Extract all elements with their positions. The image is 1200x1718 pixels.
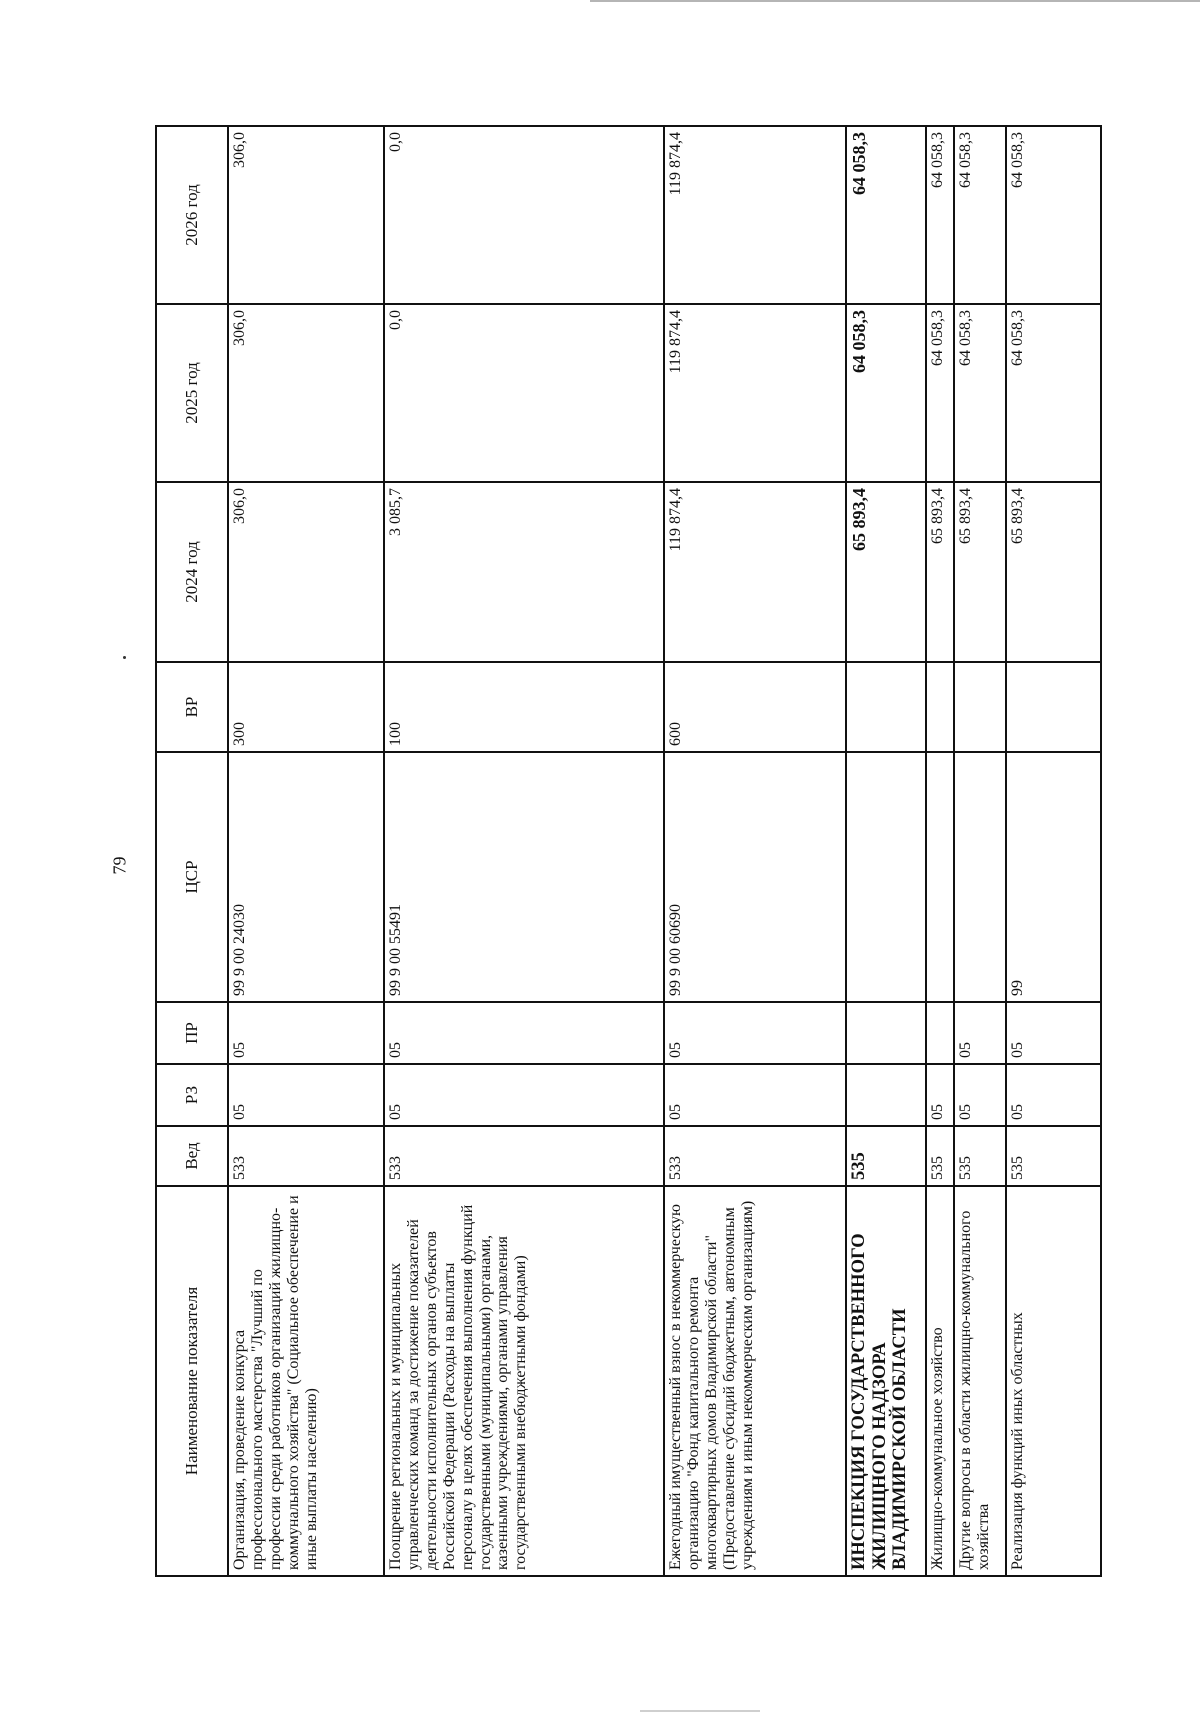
cell-rz: 05 xyxy=(384,1064,664,1126)
cell-2025: 64 058,3 xyxy=(926,304,954,482)
cell-csr xyxy=(846,752,926,1002)
cell-name: Жилищно-коммунальное хозяйство xyxy=(926,1186,954,1576)
cell-2024: 3 085,7 xyxy=(384,482,664,662)
cell-pr: 05 xyxy=(664,1002,846,1064)
header-vr: ВР xyxy=(156,662,228,752)
cell-name: Другие вопросы в области жилищно-коммунального хозяйства xyxy=(954,1186,1006,1576)
cell-ved: 533 xyxy=(664,1126,846,1186)
cell-2025: 64 058,3 xyxy=(1006,304,1101,482)
cell-2025: 64 058,3 xyxy=(954,304,1006,482)
cell-name: ИНСПЕКЦИЯ ГОСУДАРСТВЕННОГО ЖИЛИЩНОГО НАДЗОРА ВЛАДИМИРСКОЙ ОБЛАСТИ xyxy=(846,1186,926,1576)
cell-2026: 64 058,3 xyxy=(1006,126,1101,304)
cell-2025: 64 058,3 xyxy=(846,304,926,482)
scan-edge-line-bottom xyxy=(640,1710,760,1712)
cell-vr: 300 xyxy=(228,662,384,752)
cell-rz xyxy=(846,1064,926,1126)
table-row xyxy=(1006,126,1101,1576)
cell-ved: 535 xyxy=(846,1126,926,1186)
cell-2024: 65 893,4 xyxy=(1006,482,1101,662)
cell-rz: 05 xyxy=(1006,1064,1101,1126)
header-name: Наименование показателя xyxy=(156,1186,228,1576)
cell-rz: 05 xyxy=(926,1064,954,1126)
cell-vr xyxy=(1006,662,1101,752)
cell-pr: 05 xyxy=(954,1002,1006,1064)
cell-rz: 05 xyxy=(664,1064,846,1126)
cell-2026: 64 058,3 xyxy=(954,126,1006,304)
cell-2024: 65 893,4 xyxy=(926,482,954,662)
cell-ved: 533 xyxy=(384,1126,664,1186)
cell-csr: 99 9 00 55491 xyxy=(384,752,664,1002)
scan-speck xyxy=(123,656,126,659)
page-number: 79 xyxy=(109,856,130,875)
cell-csr xyxy=(926,752,954,1002)
header-ved: Вед xyxy=(156,1126,228,1186)
cell-name: Ежегодный имущественный взнос в некоммерческую организацию "Фонд капитального ремонта многоквартирных домов Владимирской области" (Предоставление субсидий бюджетным, автономным учреждениям и иным некоммерческим организациям) xyxy=(664,1186,846,1576)
cell-name: Организация, проведение конкурса профессионального мастерства "Лучший по профессии среди работников организаций жилищно-коммунального хозяйства" (Социальное обеспечение и иные выплаты населению) xyxy=(228,1186,384,1576)
cell-csr: 99 9 00 24030 xyxy=(228,752,384,1002)
cell-vr: 100 xyxy=(384,662,664,752)
budget-table xyxy=(155,125,1102,1577)
cell-pr: 05 xyxy=(384,1002,664,1064)
cell-csr: 99 xyxy=(1006,752,1101,1002)
cell-pr: 05 xyxy=(1006,1002,1101,1064)
header-pr: ПР xyxy=(156,1002,228,1064)
cell-name: Поощрение региональных и муниципальных управленческих команд за достижение показателей деятельности исполнительных органов субъектов Российской Федерации (Расходы на выплаты персоналу в целях обеспечения выполнения функций государственными (муниципальными) органами, казенными учреждениями, органами управления государственными внебюджетными фондами) xyxy=(384,1186,664,1576)
cell-2024: 119 874,4 xyxy=(664,482,846,662)
header-rz: РЗ xyxy=(156,1064,228,1126)
table-row xyxy=(664,126,846,1576)
cell-pr xyxy=(926,1002,954,1064)
cell-vr xyxy=(954,662,1006,752)
cell-vr: 600 xyxy=(664,662,846,752)
rotated-table-wrapper xyxy=(155,127,1100,1577)
cell-csr: 99 9 00 60690 xyxy=(664,752,846,1002)
cell-pr: 05 xyxy=(228,1002,384,1064)
cell-ved: 535 xyxy=(954,1126,1006,1186)
cell-pr xyxy=(846,1002,926,1064)
header-2026: 2026 год xyxy=(156,126,228,304)
cell-2026: 64 058,3 xyxy=(846,126,926,304)
cell-csr xyxy=(954,752,1006,1002)
cell-2026: 64 058,3 xyxy=(926,126,954,304)
cell-2025: 0,0 xyxy=(384,304,664,482)
cell-2024: 306,0 xyxy=(228,482,384,662)
table-row xyxy=(954,126,1006,1576)
cell-ved: 533 xyxy=(228,1126,384,1186)
table-row xyxy=(384,126,664,1576)
cell-vr xyxy=(846,662,926,752)
cell-2026: 306,0 xyxy=(228,126,384,304)
cell-2026: 119 874,4 xyxy=(664,126,846,304)
table-header-row xyxy=(156,126,228,1576)
header-2024: 2024 год xyxy=(156,482,228,662)
cell-2026: 0,0 xyxy=(384,126,664,304)
cell-rz: 05 xyxy=(228,1064,384,1126)
cell-ved: 535 xyxy=(926,1126,954,1186)
cell-rz: 05 xyxy=(954,1064,1006,1126)
header-csr: ЦСР xyxy=(156,752,228,1002)
cell-2025: 306,0 xyxy=(228,304,384,482)
table-row-section-heading xyxy=(846,126,926,1576)
cell-ved: 535 xyxy=(1006,1126,1101,1186)
cell-2024: 65 893,4 xyxy=(954,482,1006,662)
table-row xyxy=(926,126,954,1576)
cell-name: Реализация функций иных областных xyxy=(1006,1186,1101,1576)
header-2025: 2025 год xyxy=(156,304,228,482)
cell-2024: 65 893,4 xyxy=(846,482,926,662)
table-row xyxy=(228,126,384,1576)
cell-vr xyxy=(926,662,954,752)
scan-edge-line xyxy=(590,0,1200,2)
cell-2025: 119 874,4 xyxy=(664,304,846,482)
